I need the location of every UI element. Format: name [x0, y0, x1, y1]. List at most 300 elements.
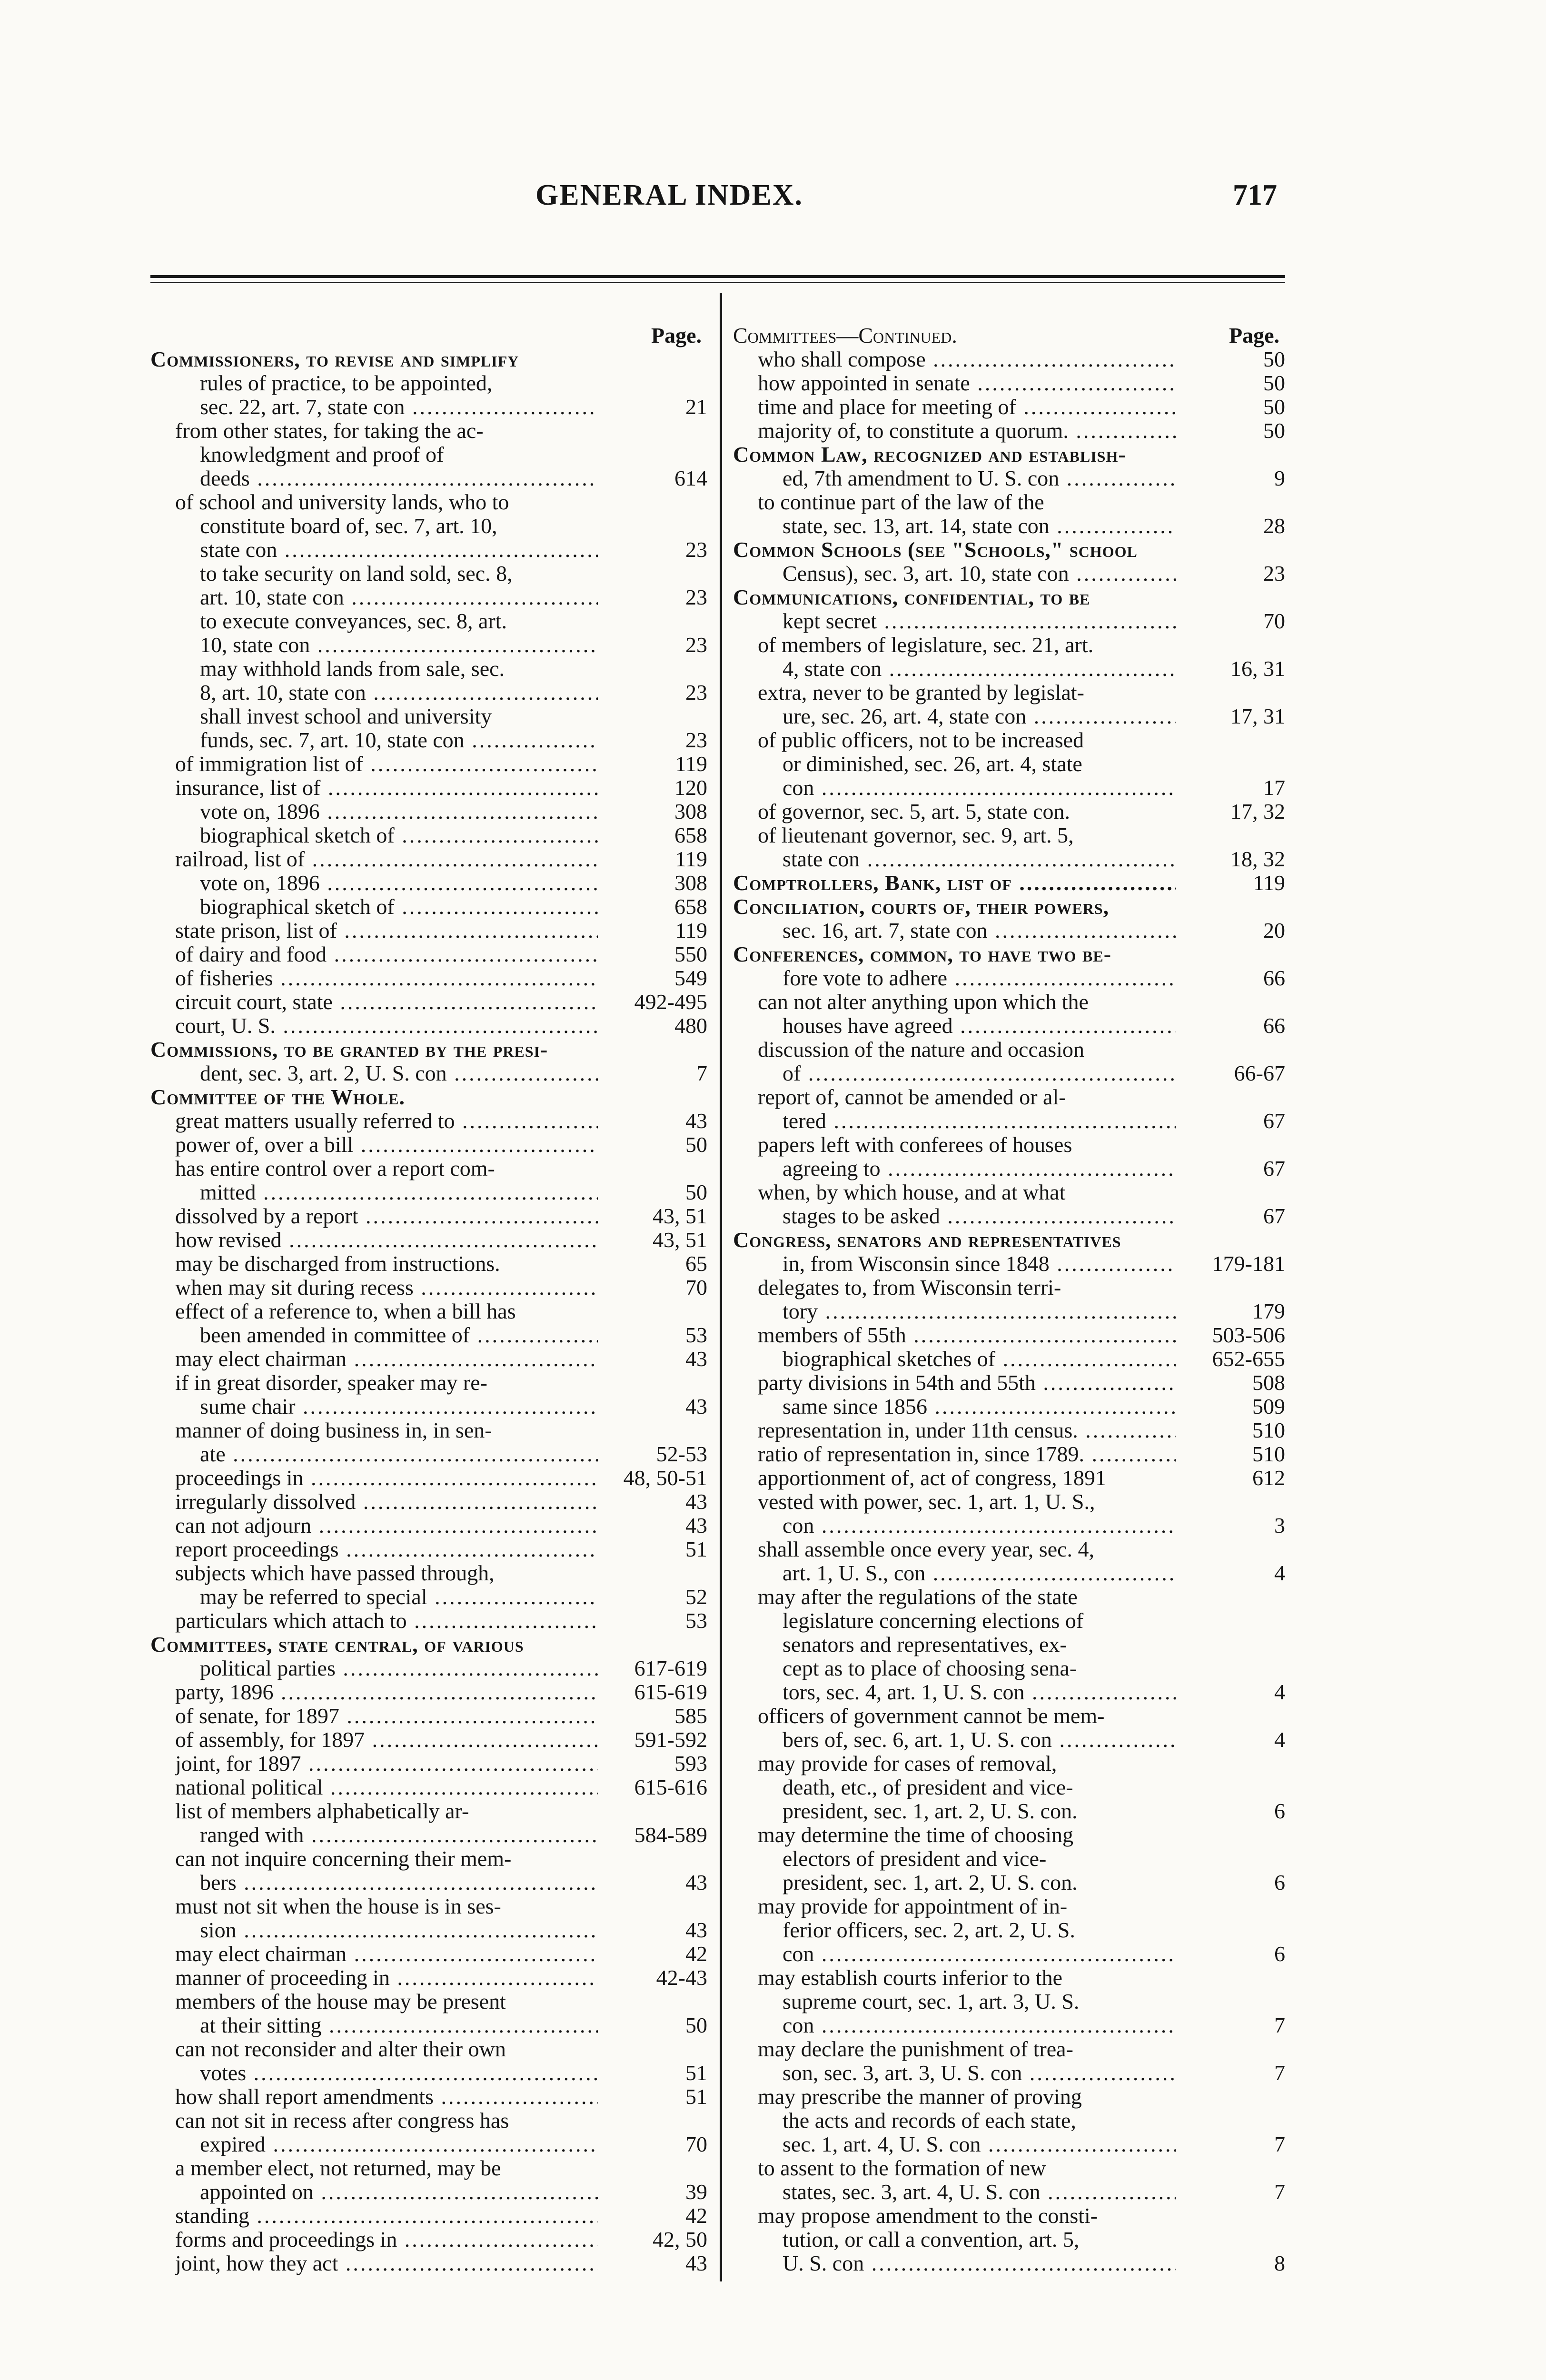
- entry-text: legislature concerning elections of: [783, 1609, 1084, 1633]
- entry-text: Common Schools (see "Schools," school: [733, 538, 1138, 562]
- entry-page-ref: 584-589: [631, 1823, 707, 1847]
- index-entry: [733, 1490, 1285, 1514]
- index-entry: [150, 466, 707, 490]
- entry-text: a member elect, not returned, may be: [175, 2156, 501, 2180]
- entry-text: biographical sketches of .....: [783, 1347, 1176, 1371]
- entry-text: in, from Wisconsin since 1848 .....: [783, 1252, 1176, 1276]
- entry-text: Commissioners, to revise and simplify: [150, 347, 519, 371]
- entry-text: may be discharged from instructions.: [175, 1252, 500, 1276]
- entry-text: ed, 7th amendment to U. S. con .....: [783, 466, 1176, 490]
- index-entry: [150, 1228, 707, 1252]
- entry-text: dissolved by a report .....: [175, 1204, 598, 1228]
- entry-page-ref: 7: [693, 1061, 707, 1085]
- index-entry: [733, 347, 1285, 371]
- index-entry: [150, 1585, 707, 1609]
- index-entry: [733, 704, 1285, 728]
- entry-page-ref: 39: [682, 2180, 707, 2204]
- index-entry: [150, 1728, 707, 1752]
- entry-text: may withhold lands from sale, sec.: [200, 657, 505, 681]
- index-entry: [150, 2204, 707, 2228]
- index-entry: [150, 1395, 707, 1418]
- index-entry: [733, 1966, 1285, 1990]
- index-entry: [733, 395, 1285, 419]
- index-entry: [150, 1085, 707, 1109]
- index-entry: [150, 1561, 707, 1585]
- index-entry: [150, 562, 707, 585]
- entry-page-ref: 549: [671, 966, 707, 990]
- index-entry: [150, 490, 707, 514]
- entry-page-ref: 43: [682, 2251, 707, 2275]
- left-page-label: Page.: [651, 323, 702, 347]
- index-entry: [733, 895, 1285, 919]
- entry-page-ref: 585: [671, 1704, 707, 1728]
- index-entry: [733, 847, 1285, 871]
- entry-page-ref: 50: [682, 2013, 707, 2037]
- index-entry: [733, 514, 1285, 538]
- entry-text: Census), sec. 3, art. 10, state con .....: [783, 562, 1176, 585]
- entry-text: tors, sec. 4, art. 1, U. S. con .....: [783, 1680, 1176, 1704]
- entry-page-ref: 43: [682, 1347, 707, 1371]
- index-entry: [150, 514, 707, 538]
- index-entry: [150, 704, 707, 728]
- entry-text: vote on, 1896 .....: [200, 800, 598, 823]
- index-entry: [150, 1871, 707, 1894]
- entry-text: con .....: [783, 1514, 1176, 1537]
- index-entry: [150, 443, 707, 466]
- entry-page-ref: 23: [682, 538, 707, 562]
- index-entry: [733, 800, 1285, 823]
- index-entry: [733, 1990, 1285, 2013]
- index-entry: [733, 371, 1285, 395]
- entry-page-ref: 50: [682, 1180, 707, 1204]
- index-entry: [733, 1847, 1285, 1871]
- entry-text: ure, sec. 26, art. 4, state con .....: [783, 704, 1176, 728]
- index-entry: [733, 1347, 1285, 1371]
- index-entry: [150, 585, 707, 609]
- index-entry: [733, 1157, 1285, 1180]
- entry-text: appointed on .....: [200, 2180, 598, 2204]
- entry-text: president, sec. 1, art. 2, U. S. con.: [783, 1799, 1078, 1823]
- entry-text: when, by which house, and at what: [758, 1180, 1066, 1204]
- index-entry: [150, 2132, 707, 2156]
- entry-text: sec. 1, art. 4, U. S. con .....: [783, 2132, 1176, 2156]
- index-entry: [150, 823, 707, 847]
- entry-text: party divisions in 54th and 55th .....: [758, 1371, 1176, 1395]
- entry-page-ref: 70: [1259, 609, 1285, 633]
- entry-page-ref: 17: [1259, 776, 1285, 800]
- index-entry: [150, 1133, 707, 1157]
- index-entry: [733, 1752, 1285, 1775]
- entry-text: vote on, 1896 .....: [200, 871, 598, 895]
- entry-page-ref: 67: [1259, 1157, 1285, 1180]
- index-entry: [733, 1799, 1285, 1823]
- index-entry: [733, 2132, 1285, 2156]
- continued-heading: Committees—Continued.: [733, 323, 957, 347]
- entry-page-ref: 43: [682, 1109, 707, 1133]
- index-entry: [733, 1014, 1285, 1038]
- entry-page-ref: 50: [682, 1133, 707, 1157]
- entry-page-ref: 615-619: [631, 1680, 707, 1704]
- entry-text: cept as to place of choosing sena-: [783, 1656, 1077, 1680]
- index-entry: [733, 585, 1285, 609]
- entry-text: constitute board of, sec. 7, art. 10,: [200, 514, 497, 538]
- entry-page-ref: 9: [1270, 466, 1285, 490]
- index-entry: [150, 1418, 707, 1442]
- entry-text: particulars which attach to .....: [175, 1609, 598, 1633]
- index-entry: [733, 1061, 1285, 1085]
- entry-page-ref: 43: [682, 1395, 707, 1418]
- entry-text: deeds .....: [200, 466, 598, 490]
- entry-text: ratio of representation in, since 1789. .....: [758, 1442, 1176, 1466]
- left-entries: [150, 347, 707, 2275]
- entry-page-ref: 51: [682, 1537, 707, 1561]
- entry-page-ref: 510: [1249, 1418, 1285, 1442]
- entry-text: of immigration list of .....: [175, 752, 598, 776]
- entry-text: stages to be asked .....: [783, 1204, 1176, 1228]
- entry-text: how revised .....: [175, 1228, 598, 1252]
- entry-text: manner of doing business in, in sen-: [175, 1418, 492, 1442]
- entry-text: members of the house may be present: [175, 1990, 506, 2013]
- entry-text: ferior officers, sec. 2, art. 2, U. S.: [783, 1918, 1075, 1942]
- entry-text: sume chair .....: [200, 1395, 598, 1418]
- index-entry: [150, 1704, 707, 1728]
- entry-page-ref: 179: [1249, 1299, 1285, 1323]
- entry-page-ref: 23: [682, 633, 707, 657]
- entry-text: president, sec. 1, art. 2, U. S. con.: [783, 1871, 1078, 1894]
- header-rule-thin: [150, 282, 1285, 283]
- index-entry: [150, 2061, 707, 2085]
- entry-page-ref: 53: [682, 1323, 707, 1347]
- entry-page-ref: 652-655: [1209, 1347, 1285, 1371]
- index-entry: [150, 1966, 707, 1990]
- index-entry: [150, 1466, 707, 1490]
- entry-text: state con .....: [200, 538, 598, 562]
- entry-text: sec. 22, art. 7, state con .....: [200, 395, 598, 419]
- entry-text: houses have agreed .....: [783, 1014, 1176, 1038]
- index-entry: [150, 1323, 707, 1347]
- entry-text: representation in, under 11th census. .....: [758, 1418, 1176, 1442]
- index-entry: [150, 2013, 707, 2037]
- page-number: 717: [1233, 179, 1277, 211]
- entry-text: subjects which have passed through,: [175, 1561, 495, 1585]
- entry-text: Committees, state central, of various: [150, 1633, 524, 1656]
- index-entry: [733, 1395, 1285, 1418]
- index-entry: [733, 1252, 1285, 1276]
- entry-text: to take security on land sold, sec. 8,: [200, 562, 513, 585]
- entry-text: can not adjourn .....: [175, 1514, 598, 1537]
- index-entry: [150, 1371, 707, 1395]
- entry-page-ref: 658: [671, 895, 707, 919]
- page-header: [0, 178, 1546, 221]
- index-entry: [733, 966, 1285, 990]
- entry-text: knowledgment and proof of: [200, 443, 444, 466]
- entry-text: ranged with .....: [200, 1823, 598, 1847]
- index-entry: [733, 919, 1285, 942]
- entry-page-ref: 65: [682, 1252, 707, 1276]
- index-entry: [733, 466, 1285, 490]
- index-entry: [150, 633, 707, 657]
- entry-page-ref: 593: [671, 1752, 707, 1775]
- index-entry: [733, 1609, 1285, 1633]
- index-entry: [733, 1871, 1285, 1894]
- entry-text: tory .....: [783, 1299, 1176, 1323]
- entry-text: Communications, confidential, to be: [733, 585, 1090, 609]
- entry-text: national political .....: [175, 1775, 598, 1799]
- entry-text: of governor, sec. 5, art. 5, state con.: [758, 800, 1070, 823]
- left-column: [150, 324, 707, 2275]
- index-entry: [150, 776, 707, 800]
- index-entry: [733, 657, 1285, 681]
- entry-text: time and place for meeting of .....: [758, 395, 1176, 419]
- entry-text: can not sit in recess after congress has: [175, 2109, 509, 2132]
- entry-text: mitted .....: [200, 1180, 598, 1204]
- entry-text: must not sit when the house is in ses-: [175, 1894, 501, 1918]
- entry-page-ref: 8: [1270, 2251, 1285, 2275]
- entry-page-ref: 3: [1270, 1514, 1285, 1537]
- index-entry: [150, 847, 707, 871]
- entry-text: death, etc., of president and vice-: [783, 1775, 1073, 1799]
- entry-page-ref: 308: [671, 800, 707, 823]
- index-entry: [733, 1466, 1285, 1490]
- entry-text: can not reconsider and alter their own: [175, 2037, 506, 2061]
- index-entry: [150, 1633, 707, 1656]
- entry-text: proceedings in .....: [175, 1466, 598, 1490]
- entry-page-ref: 119: [672, 752, 707, 776]
- entry-text: con .....: [783, 776, 1176, 800]
- entry-text: forms and proceedings in .....: [175, 2228, 598, 2251]
- entry-text: state con .....: [783, 847, 1176, 871]
- entry-page-ref: 67: [1259, 1109, 1285, 1133]
- index-entry: [733, 2180, 1285, 2204]
- header-rule-thick: [150, 275, 1285, 278]
- index-entry: [733, 1775, 1285, 1799]
- entry-text: great matters usually referred to .....: [175, 1109, 598, 1133]
- entry-text: dent, sec. 3, art. 2, U. S. con .....: [200, 1061, 598, 1085]
- index-entry: [150, 990, 707, 1014]
- entry-text: of fisheries .....: [175, 966, 598, 990]
- index-entry: [150, 2180, 707, 2204]
- entry-page-ref: 6: [1270, 1942, 1285, 1966]
- index-entry: [733, 1418, 1285, 1442]
- index-entry: [733, 443, 1285, 466]
- entry-text: may elect chairman .....: [175, 1942, 598, 1966]
- entry-text: to continue part of the law of the: [758, 490, 1044, 514]
- entry-page-ref: 42: [682, 1942, 707, 1966]
- index-entry: [150, 609, 707, 633]
- entry-text: electors of president and vice-: [783, 1847, 1047, 1871]
- entry-page-ref: 66: [1259, 1014, 1285, 1038]
- right-entries: [733, 347, 1285, 2275]
- entry-text: if in great disorder, speaker may re-: [175, 1371, 487, 1395]
- entry-text: may determine the time of choosing: [758, 1823, 1073, 1847]
- index-entry: [150, 2251, 707, 2275]
- index-entry: [733, 419, 1285, 443]
- entry-text: funds, sec. 7, art. 10, state con .....: [200, 728, 598, 752]
- entry-text: of dairy and food .....: [175, 942, 598, 966]
- entry-text: bers of, sec. 6, art. 1, U. S. con .....: [783, 1728, 1176, 1752]
- index-entry: [150, 1537, 707, 1561]
- entry-text: tution, or call a convention, art. 5,: [783, 2228, 1080, 2251]
- index-entry: [733, 1656, 1285, 1680]
- entry-text: may propose amendment to the consti-: [758, 2204, 1098, 2228]
- index-entry: [150, 2037, 707, 2061]
- index-entry: [150, 657, 707, 681]
- entry-text: may provide for appointment of in-: [758, 1894, 1068, 1918]
- entry-page-ref: 119: [672, 847, 707, 871]
- entry-text: sion .....: [200, 1918, 598, 1942]
- index-entry: [733, 1228, 1285, 1252]
- entry-text: 10, state con .....: [200, 633, 598, 657]
- entry-text: of public officers, not to be increased: [758, 728, 1084, 752]
- index-entry: [733, 1728, 1285, 1752]
- index-entry: [733, 490, 1285, 514]
- index-entry: [150, 2085, 707, 2109]
- entry-text: state, sec. 13, art. 14, state con .....: [783, 514, 1176, 538]
- index-entry: [150, 1656, 707, 1680]
- index-entry: [733, 1894, 1285, 1918]
- index-entry: [733, 1704, 1285, 1728]
- entry-page-ref: 508: [1249, 1371, 1285, 1395]
- index-entry: [733, 752, 1285, 776]
- entry-text: supreme court, sec. 1, art. 3, U. S.: [783, 1990, 1080, 2013]
- entry-text: Conferences, common, to have two be-: [733, 942, 1112, 966]
- entry-text: sec. 16, art. 7, state con .....: [783, 919, 1176, 942]
- index-entry: [150, 347, 707, 371]
- page-title: GENERAL INDEX.: [535, 179, 803, 211]
- entry-page-ref: 7: [1270, 2013, 1285, 2037]
- entry-text: son, sec. 3, art. 3, U. S. con .....: [783, 2061, 1176, 2085]
- entry-text: state prison, list of .....: [175, 919, 598, 942]
- entry-page-ref: 50: [1259, 347, 1285, 371]
- entry-text: same since 1856 .....: [783, 1395, 1176, 1418]
- index-entry: [733, 728, 1285, 752]
- entry-page-ref: 50: [1259, 395, 1285, 419]
- entry-text: can not alter anything upon which the: [758, 990, 1089, 1014]
- entry-text: art. 1, U. S., con .....: [783, 1561, 1176, 1585]
- index-entry: [150, 538, 707, 562]
- entry-text: been amended in committee of .....: [200, 1323, 598, 1347]
- index-entry: [733, 1371, 1285, 1395]
- index-entry: [150, 1990, 707, 2013]
- index-entry: [150, 419, 707, 443]
- entry-text: power of, over a bill .....: [175, 1133, 598, 1157]
- entry-page-ref: 70: [682, 1276, 707, 1299]
- entry-text: may provide for cases of removal,: [758, 1752, 1057, 1775]
- index-entry: [150, 1157, 707, 1180]
- index-entry: [150, 1918, 707, 1942]
- entry-text: may be referred to special .....: [200, 1585, 598, 1609]
- entry-page-ref: 51: [682, 2061, 707, 2085]
- index-entry: [733, 1323, 1285, 1347]
- index-entry: [733, 1085, 1285, 1109]
- entry-text: list of members alphabetically ar-: [175, 1799, 469, 1823]
- entry-text: ate .....: [200, 1442, 598, 1466]
- entry-text: joint, for 1897 .....: [175, 1752, 598, 1775]
- entry-page-ref: 53: [682, 1609, 707, 1633]
- entry-text: senators and representatives, ex-: [783, 1633, 1067, 1656]
- entry-text: may declare the punishment of trea-: [758, 2037, 1073, 2061]
- index-entry: [150, 871, 707, 895]
- index-entry: [733, 2037, 1285, 2061]
- entry-text: votes .....: [200, 2061, 598, 2085]
- entry-page-ref: 43: [682, 1871, 707, 1894]
- entry-text: Commissions, to be granted by the presi-: [150, 1038, 548, 1061]
- index-entry: [150, 1014, 707, 1038]
- entry-text: circuit court, state .....: [175, 990, 598, 1014]
- index-entry: [733, 1180, 1285, 1204]
- entry-page-ref: 308: [671, 871, 707, 895]
- entry-text: from other states, for taking the ac-: [175, 419, 484, 443]
- index-entry: [733, 1680, 1285, 1704]
- entry-text: members of 55th .....: [758, 1323, 1176, 1347]
- entry-text: report of, cannot be amended or al-: [758, 1085, 1066, 1109]
- entry-page-ref: 50: [1259, 419, 1285, 443]
- entry-text: Congress, senators and representatives: [733, 1228, 1121, 1252]
- index-entry: [733, 1109, 1285, 1133]
- entry-text: of members of legislature, sec. 21, art.: [758, 633, 1094, 657]
- entry-page-ref: 120: [671, 776, 707, 800]
- index-entry: [150, 1847, 707, 1871]
- entry-text: may after the regulations of the state: [758, 1585, 1078, 1609]
- index-entry: [150, 1061, 707, 1085]
- entry-text: biographical sketch of .....: [200, 823, 598, 847]
- entry-text: kept secret .....: [783, 609, 1176, 633]
- index-entry: [733, 990, 1285, 1014]
- right-column: [733, 324, 1285, 2275]
- entry-text: has entire control over a report com-: [175, 1157, 495, 1180]
- index-entry: [733, 1038, 1285, 1061]
- entry-page-ref: 18, 32: [1227, 847, 1285, 871]
- entry-page-ref: 7: [1270, 2132, 1285, 2156]
- entry-text: Committee of the Whole.: [150, 1085, 405, 1109]
- entry-text: discussion of the nature and occasion: [758, 1038, 1084, 1061]
- entry-text: tered .....: [783, 1109, 1176, 1133]
- entry-text: when may sit during recess .....: [175, 1276, 598, 1299]
- entry-text: court, U. S. .....: [175, 1014, 598, 1038]
- entry-text: agreeing to .....: [783, 1157, 1176, 1180]
- entry-text: irregularly dissolved .....: [175, 1490, 598, 1514]
- index-entry: [150, 371, 707, 395]
- index-entry: [733, 942, 1285, 966]
- entry-page-ref: 43: [682, 1918, 707, 1942]
- index-entry: [150, 1204, 707, 1228]
- index-entry: [733, 1537, 1285, 1561]
- column-divider: [720, 293, 722, 2281]
- entry-page-ref: 7: [1270, 2061, 1285, 2085]
- index-entry: [150, 395, 707, 419]
- entry-page-ref: 23: [1259, 562, 1285, 585]
- entry-page-ref: 66: [1259, 966, 1285, 990]
- entry-text: con .....: [783, 2013, 1176, 2037]
- index-entry: [150, 1180, 707, 1204]
- entry-text: con .....: [783, 1942, 1176, 1966]
- entry-text: art. 10, state con .....: [200, 585, 598, 609]
- entry-text: to execute conveyances, sec. 8, art.: [200, 609, 507, 633]
- entry-page-ref: 4: [1270, 1728, 1285, 1752]
- entry-text: how appointed in senate .....: [758, 371, 1176, 395]
- entry-page-ref: 503-506: [1209, 1323, 1285, 1347]
- entry-text: of assembly, for 1897 .....: [175, 1728, 598, 1752]
- entry-text: railroad, list of .....: [175, 847, 598, 871]
- index-entry: [150, 1276, 707, 1299]
- index-entry: [733, 1918, 1285, 1942]
- entry-page-ref: 16, 31: [1227, 657, 1285, 681]
- entry-page-ref: 43, 51: [649, 1204, 707, 1228]
- entry-text: U. S. con .....: [783, 2251, 1176, 2275]
- index-entry: [733, 1561, 1285, 1585]
- entry-page-ref: 43: [682, 1490, 707, 1514]
- right-column-heading: [733, 324, 1285, 347]
